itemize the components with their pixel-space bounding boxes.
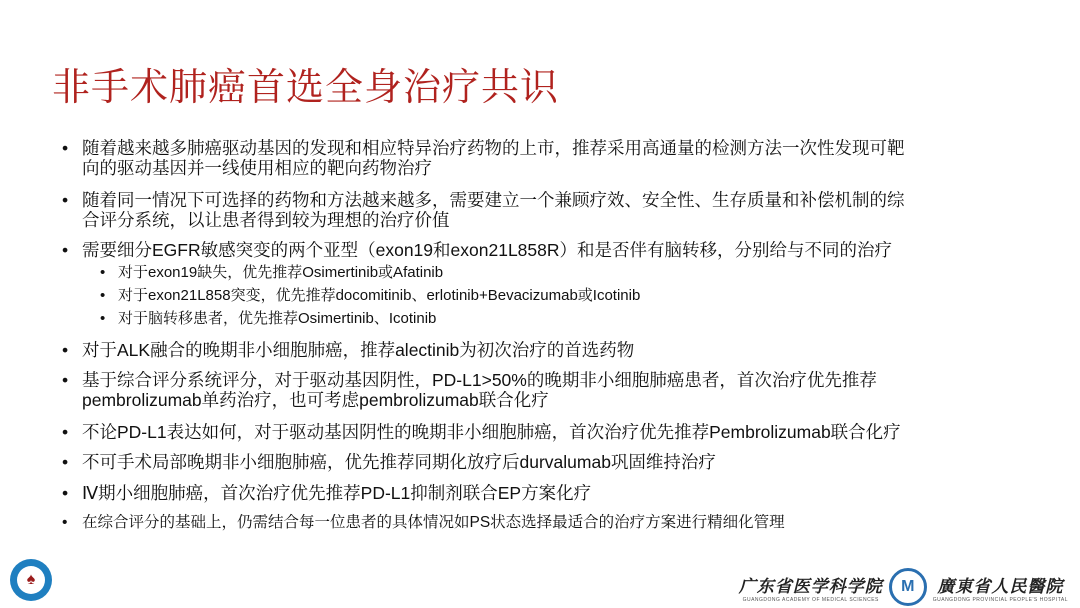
bullet-text: 基于综合评分系统评分，对于驱动基因阴性，PD-L1>50%的晚期非小细胞肺癌患者，首次治疗优先推荐	[82, 370, 877, 390]
academy-name: 广东省医学科学院	[738, 576, 883, 597]
bullet-dot: •	[62, 514, 68, 531]
bullet-text: 对于脑转移患者，优先推荐Osimertinib、Icotinib	[118, 310, 437, 327]
bullet-dot: •	[100, 264, 106, 281]
bullet-text: 随着越来越多肺癌驱动基因的发现和相应特异治疗药物的上市，推荐采用高通量的检测方法一次性发现可靶	[82, 138, 905, 158]
bullet-dot: •	[62, 340, 69, 360]
hospital-emblem-icon: M	[889, 568, 927, 606]
bullet-text: Ⅳ期小细胞肺癌，首次治疗优先推荐PD-L1抑制剂联合EP方案化疗	[82, 483, 592, 503]
bullet-dot: •	[62, 483, 69, 503]
footer-logos	[739, 568, 1068, 606]
bullet-dot: •	[62, 138, 69, 158]
bullet-text: 不论PD-L1表达如何，对于驱动基因阴性的晚期非小细胞肺癌，首次治疗优先推荐Pembrolizumab联合化疗	[82, 422, 901, 442]
society-logo-icon: ♠	[10, 559, 52, 601]
slide-title: 非手术肺癌首选全身治疗共识	[52, 67, 560, 109]
hospital-logo	[933, 572, 1068, 603]
bullet-text: pembrolizumab单药治疗，也可考虑pembrolizumab联合化疗	[82, 390, 549, 410]
bullet-dot: •	[62, 422, 69, 442]
bullet-text: 不可手术局部晚期非小细胞肺癌，优先推荐同期化放疗后durvalumab巩固维持治疗	[82, 452, 716, 472]
hospital-name: 廣東省人民醫院	[937, 576, 1064, 597]
bullet-text: 向的驱动基因并一线使用相应的靶向药物治疗	[82, 158, 432, 178]
bullet-text: 对于exon19缺失，优先推荐Osimertinib或Afatinib	[118, 264, 444, 281]
hospital-name-en: GUANGDONG PROVINCIAL PEOPLE'S HOSPITAL	[932, 596, 1068, 603]
bullet-text: 对于ALK融合的晚期非小细胞肺癌，推荐alectinib为初次治疗的首选药物	[82, 340, 635, 360]
bullet-dot: •	[62, 370, 69, 390]
bullet-dot: •	[100, 287, 106, 304]
bullet-dot: •	[62, 190, 69, 210]
bullet-dot: •	[62, 240, 69, 260]
bullet-text: 对于exon21L858突变，优先推荐docomitinib、erlotinib+Bevacizumab或Icotinib	[118, 287, 641, 304]
bullet-text: 合评分系统，以让患者得到较为理想的治疗价值	[82, 210, 450, 230]
bullet-dot: •	[62, 452, 69, 472]
academy-name-en: GUANGDONG ACADEMY OF MEDICAL SCIENCES	[742, 596, 879, 603]
bullet-text: 需要细分EGFR敏感突变的两个亚型（exon19和exon21L858R）和是否伴有脑转移，分别给与不同的治疗	[82, 240, 893, 260]
academy-logo	[739, 572, 883, 603]
bullet-text: 随着同一情况下可选择的药物和方法越来越多，需要建立一个兼顾疗效、安全性、生存质量和补偿机制的综	[82, 190, 905, 210]
bullet-text: 在综合评分的基础上，仍需结合每一位患者的具体情况如PS状态选择最适合的治疗方案进行精细化管理	[82, 514, 785, 531]
bullet-dot: •	[100, 310, 106, 327]
